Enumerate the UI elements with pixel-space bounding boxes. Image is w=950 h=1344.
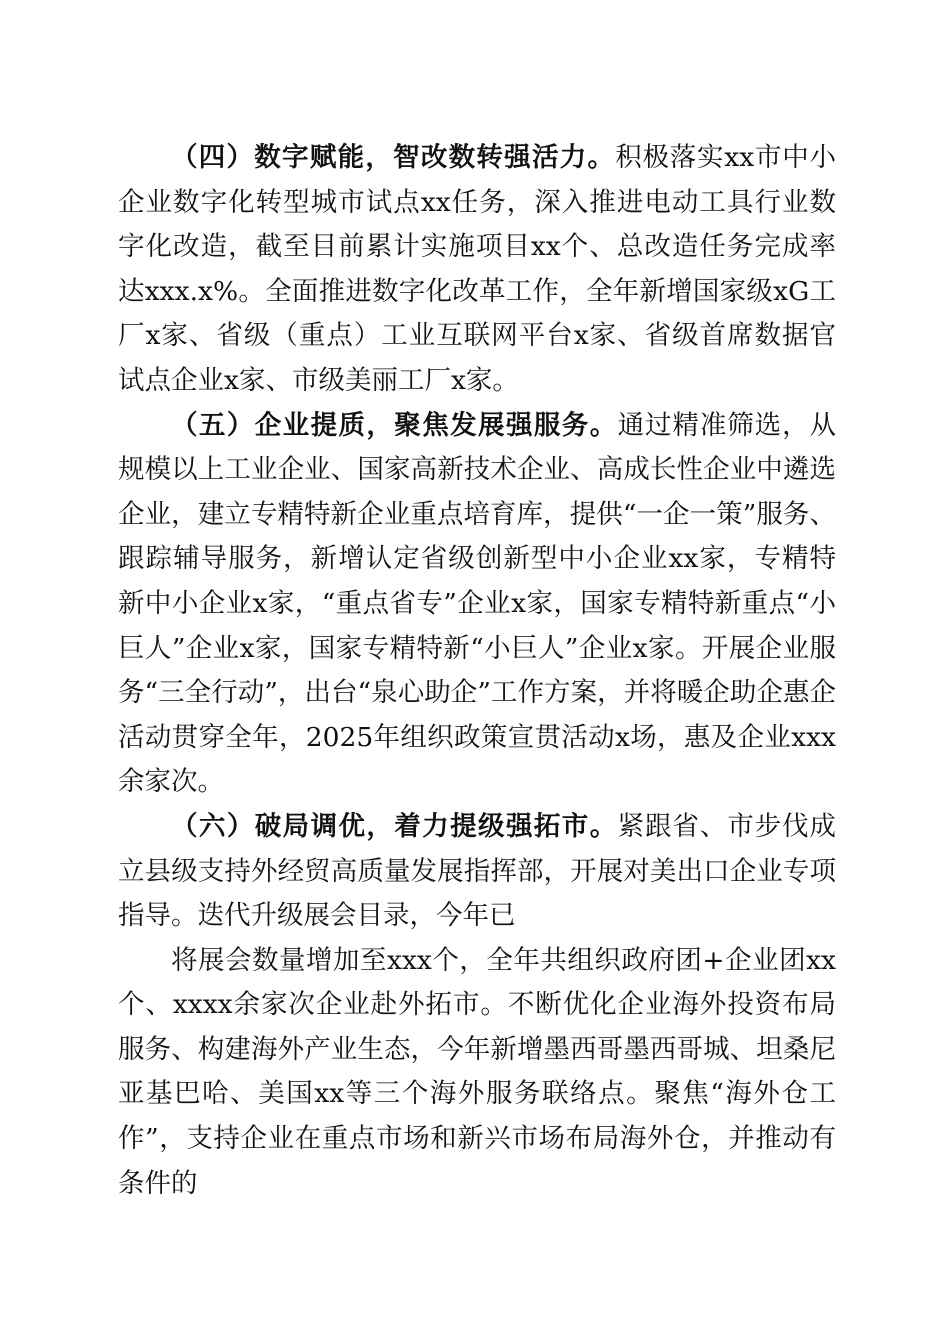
paragraph-market-expansion <box>118 805 836 939</box>
paragraph-digital-empowerment <box>118 136 836 404</box>
paragraph-body: 通过精准筛选，从规模以上工业企业、国家高新技术企业、高成长性企业中遴选企业，建立专精特新企业重点培育库，提供“一企一策”服务、跟踪辅导服务，新增认定省级创新型中小企业xx家，专精特新中小企业x家，“重点省专”企业x家，国家专精特新重点“小巨人”企业x家，国家专精特新“小巨人”企业x家。开展企业服务“三全行动”，出台“泉心助企”工作方案，并将暖企助企惠企活动贯穿全年，2025年组织政策宣贯活动x场，惠及企业xxx余家次。 <box>118 409 837 798</box>
paragraph-body: 将展会数量增加至xxx个，全年共组织政府团+企业团xx个、xxxx余家次企业赴外拓市。不断优化企业海外投资布局服务、构建海外产业生态，今年新增墨西哥墨西哥城、坦桑尼亚基巴哈、美国xx等三个海外服务联络点。聚焦“海外仓工作”，支持企业在重点市场和新兴市场布局海外仓，并推动有条件的 <box>118 944 836 1199</box>
paragraph-body: 紧跟省、市步伐成立县级支持外经贸高质量发展指挥部，开展对美出口企业专项指导。迭代升级展会目录，今年已 <box>118 810 837 932</box>
paragraph-enterprise-quality <box>118 404 836 805</box>
paragraph-heading: （四）数字赋能，智改数转强活力。 <box>171 142 616 173</box>
paragraph-heading: （六）破局调优，着力提级强拓市。 <box>171 810 618 842</box>
paragraph-body: 积极落实xx市中小企业数字化转型城市试点xx任务，深入推进电动工具行业数字化改造，截至目前累计实施项目xx个、总改造任务完成率达xxx.x%。全面推进数字化改革工作，全年新增国家级xG工厂x家、省级（重点）工业互联网平台x家、省级首席数据官试点企业x家、市级美丽工厂x家。 <box>118 142 836 396</box>
paragraph-exhibitions <box>118 939 836 1207</box>
paragraph-heading: （五）企业提质，聚焦发展强服务。 <box>171 409 618 441</box>
document-page <box>118 136 836 1206</box>
